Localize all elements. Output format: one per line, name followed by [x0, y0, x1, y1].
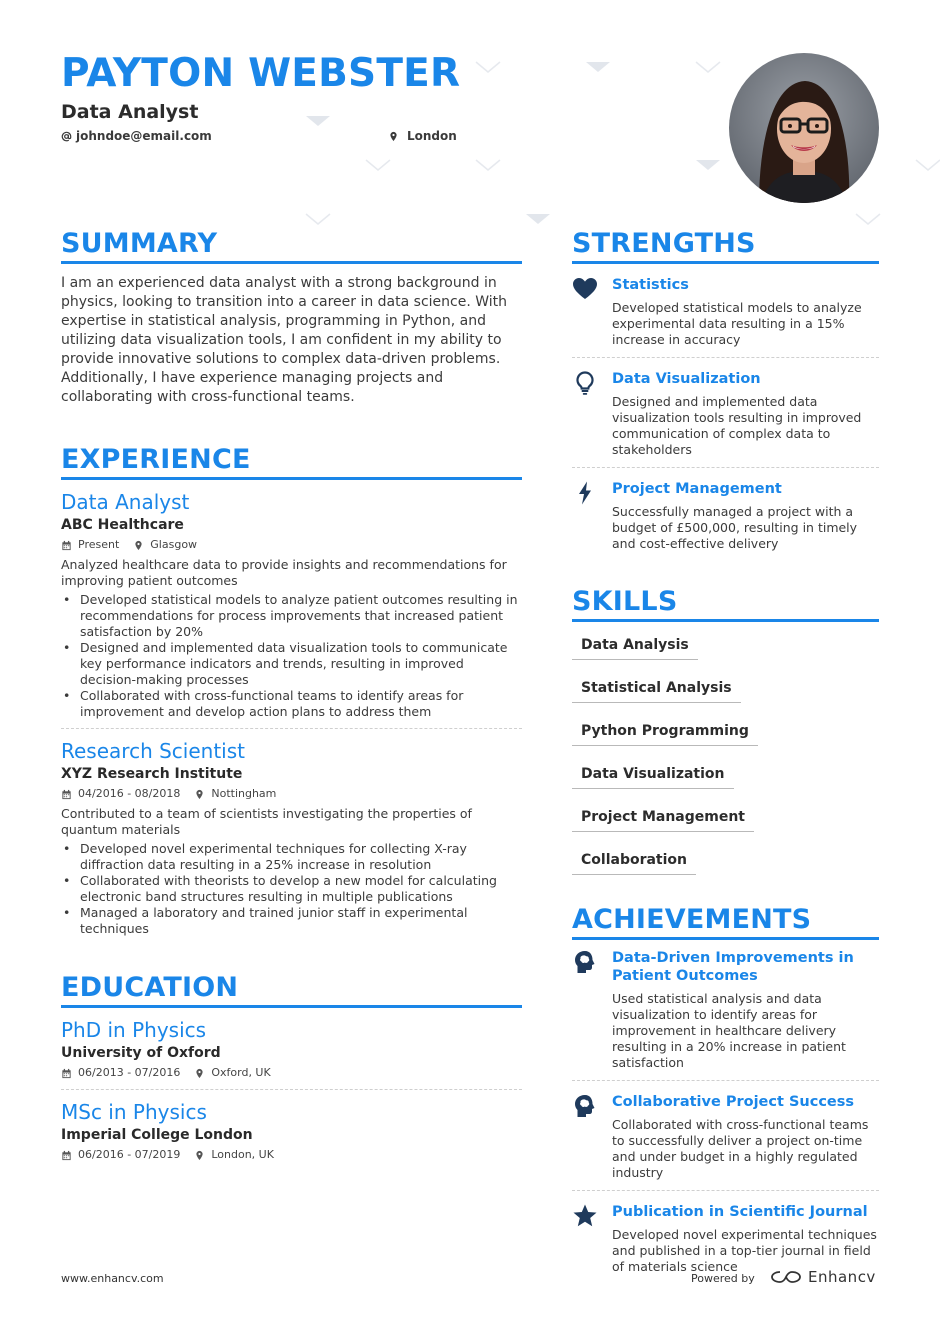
education-section — [61, 972, 522, 1171]
school-name: University of Oxford — [61, 1045, 221, 1061]
left-column — [61, 228, 522, 1171]
job-date: 04/2016 - 08/2018 — [78, 787, 181, 800]
achievement-description: Developed novel experimental techniques and published in a top-tier journal in field of materials science — [612, 1227, 877, 1274]
location-contact — [388, 128, 457, 144]
calendar-icon — [61, 1150, 72, 1161]
candidate-role: Data Analyst — [61, 101, 199, 123]
education-item — [61, 1099, 522, 1171]
calendar-icon — [61, 789, 72, 800]
education-heading: EDUCATION — [61, 972, 522, 1008]
job-location: Glasgow — [150, 538, 198, 551]
strength-title: Statistics — [612, 277, 689, 293]
skills-heading: SKILLS — [572, 586, 879, 622]
map-pin-icon — [194, 1150, 205, 1161]
strengths-heading: STRENGTHS — [572, 228, 879, 264]
skill-tag: Statistical Analysis — [572, 673, 741, 703]
strength-item — [572, 264, 879, 358]
achievement-title: Publication in Scientific Journal — [612, 1204, 868, 1220]
skills-list — [572, 630, 879, 888]
education-date: 06/2013 - 07/2016 — [78, 1066, 181, 1079]
strength-title: Data Visualization — [612, 371, 761, 387]
footer-powered-by: Powered by — [691, 1272, 755, 1285]
strength-description: Developed statistical models to analyze experimental data resulting in a 15% increase in accuracy — [612, 300, 862, 347]
achievements-section — [572, 904, 879, 1284]
star-icon — [572, 1203, 598, 1229]
bullet-item: • Designed and implemented data visualization tools to communicate key performance indicators and trends, resulting in improved decision-making processes — [61, 640, 522, 688]
bullet-item: • Collaborated with theorists to develop a new model for calculating electronic band structures resulting in multiple publications — [61, 873, 522, 905]
candidate-name: PAYTON WEBSTER — [61, 51, 461, 96]
job-description: Contributed to a team of scientists investigating the properties of quantum materials — [61, 806, 472, 837]
experience-heading: EXPERIENCE — [61, 444, 522, 480]
enhancv-logo[interactable] — [770, 1268, 876, 1286]
achievement-item — [572, 940, 879, 1081]
job-description: Analyzed healthcare data to provide insights and recommendations for improving patient outcomes — [61, 557, 507, 588]
job-title: Research Scientist — [61, 739, 245, 763]
summary-text: I am an experienced data analyst with a strong background in physics, looking to transition into a career in data science. With expertise in statistical analysis, programming in Python, and utilizing data visualization tools, I am confident in my ability to provide innovative solutions to complex data-driven problems. Additionally, I have experience managing projects and collaborating with cross-functional teams. — [61, 275, 508, 405]
lightbulb-icon — [572, 370, 598, 396]
experience-item — [61, 489, 522, 729]
bullet-item: • Developed statistical models to analyze patient outcomes resulting in recommendations for process improvements that increased patient satisfaction by 20% — [61, 592, 522, 640]
education-location: Oxford, UK — [211, 1066, 271, 1079]
strength-description: Designed and implemented data visualization tools resulting in improved communication of complex data to stakeholders — [612, 394, 862, 457]
achievement-title: Data-Driven Improvements in Patient Outcomes — [612, 950, 854, 984]
experience-section — [61, 444, 522, 945]
profile-photo — [729, 53, 879, 203]
bullet-item: • Developed novel experimental techniques for collecting X-ray diffraction data resulting in a 25% increase in resolution — [61, 841, 522, 873]
achievement-title: Collaborative Project Success — [612, 1094, 855, 1110]
email-text: johndoe@email.com — [76, 129, 212, 143]
map-pin-icon — [388, 131, 399, 142]
brand-name: Enhancv — [808, 1268, 876, 1286]
map-pin-icon — [194, 1068, 205, 1079]
strength-item — [572, 468, 879, 561]
achievement-description: Collaborated with cross-functional teams to successfully deliver a project on-time and under budget in a highly regulated industry — [612, 1117, 869, 1180]
education-date: 06/2016 - 07/2019 — [78, 1148, 181, 1161]
education-meta — [61, 1147, 522, 1163]
skills-section — [572, 586, 879, 888]
at-icon — [61, 131, 72, 142]
lightning-icon — [572, 480, 598, 506]
job-title: Data Analyst — [61, 490, 190, 514]
achievements-heading: ACHIEVEMENTS — [572, 904, 879, 940]
job-meta — [61, 786, 522, 802]
location-text: London — [407, 129, 457, 143]
strengths-section — [572, 228, 879, 561]
job-bullets — [61, 841, 522, 937]
degree-title: MSc in Physics — [61, 1100, 207, 1124]
map-pin-icon — [133, 540, 144, 551]
job-date: Present — [78, 538, 120, 551]
email-contact[interactable] — [61, 128, 212, 144]
bullet-item: • Collaborated with cross-functional teams to identify areas for improvement and develop action plans to address them — [61, 688, 522, 720]
enhancv-infinity-icon — [770, 1268, 802, 1286]
skill-tag: Data Analysis — [572, 630, 698, 660]
skill-tag: Project Management — [572, 802, 754, 832]
skill-tag: Data Visualization — [572, 759, 734, 789]
degree-title: PhD in Physics — [61, 1018, 207, 1042]
right-column — [572, 228, 879, 1284]
footer-website[interactable]: www.enhancv.com — [61, 1272, 164, 1285]
calendar-icon — [61, 1068, 72, 1079]
job-company: ABC Healthcare — [61, 517, 184, 533]
strength-item — [572, 358, 879, 468]
job-meta — [61, 537, 522, 553]
skill-tag: Collaboration — [572, 845, 696, 875]
heart-icon — [572, 276, 598, 302]
map-pin-icon — [194, 789, 205, 800]
education-item — [61, 1017, 522, 1090]
experience-item — [61, 738, 522, 945]
education-meta — [61, 1065, 522, 1081]
achievement-item — [572, 1081, 879, 1191]
job-company: XYZ Research Institute — [61, 766, 243, 782]
bullet-item: • Managed a laboratory and trained junior staff in experimental techniques — [61, 905, 522, 937]
summary-heading: SUMMARY — [61, 228, 522, 264]
school-name: Imperial College London — [61, 1127, 253, 1143]
job-location: Nottingham — [211, 787, 277, 800]
skill-tag: Python Programming — [572, 716, 758, 746]
achievement-description: Used statistical analysis and data visualization to identify areas for improvement in healthcare delivery resulting in a 20% increase in patient satisfaction — [612, 991, 846, 1070]
head-brain-icon — [572, 949, 598, 975]
summary-section — [61, 228, 522, 407]
job-bullets — [61, 592, 522, 720]
strength-title: Project Management — [612, 481, 782, 497]
strength-description: Successfully managed a project with a budget of £500,000, resulting in timely and cost-effective delivery — [612, 504, 858, 551]
education-location: London, UK — [211, 1148, 274, 1161]
calendar-icon — [61, 540, 72, 551]
head-brain-icon — [572, 1093, 598, 1119]
